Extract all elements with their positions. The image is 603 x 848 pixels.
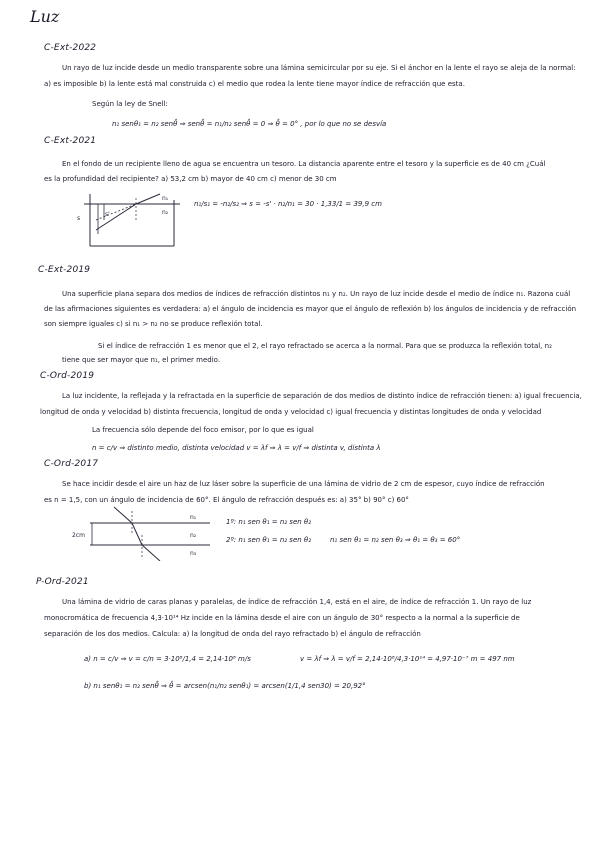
problem-text: En el fondo de un recipiente lleno de agua se encuentra un tesoro. La distancia aparente entre el tesoro y la superficie es de 40 cm ¿Cuál [62,160,546,168]
svg-text:2cm: 2cm [72,532,85,539]
solution-equation: 1º: n₁ sen θ₁ = n₂ sen θ₂ [226,518,311,526]
solution-text: La frecuencia sólo depende del foco emisor, por lo que es igual [92,426,314,434]
svg-text:n₂: n₂ [190,532,197,539]
solution-text: Según la ley de Snell: [92,100,168,108]
problem-text: de las afirmaciones siguientes es verdadera: a) el ángulo de incidencia es mayor que el ángulo de reflexión b) los ángulos de incidencia y de refracción [44,305,577,313]
section-heading: C-Ext-2022 [44,43,97,53]
section-heading: C-Ext-2021 [44,136,97,146]
solution-part-a-wavelength: v = λf ⇒ λ = v/f = 2,14·10⁸/4,3·10¹⁴ = 4,97·10⁻⁷ m = 497 nm [300,655,515,663]
refraction-diagram-container [74,190,184,252]
section-heading: C-Ext-2019 [38,265,91,275]
solution-result: n₁ sen θ₁ = n₂ sen θ₃ ⇒ θ₁ = θ₃ = 60° [330,536,461,544]
problem-text: Un rayo de luz incide desde un medio transparente sobre una lámina semicircular por su eje. Si el ánchor en la lente el rayo se aleja de la normal: [62,64,576,72]
svg-text:n₁: n₁ [162,195,169,202]
section-heading: C-Ord-2017 [44,459,99,469]
solution-part-b: b) n₁ senθ₁ = n₂ senθ̂ ⇒ θ̂ = arcsen(n₁/n₂ senθ₁) = arcsen(1/1,4 sen30) = 20,92° [84,682,366,690]
page-title: Luz [30,7,60,26]
problem-text: Una lámina de vidrio de caras planas y paralelas, de índice de refracción 1,4, está en el aire, de índice de refracción 1. Un rayo de luz [62,598,532,606]
refraction-diagram-slab [70,505,220,561]
solution-text: tiene que ser mayor que n₁, el primer medio. [62,356,221,364]
svg-text:n₃: n₃ [190,550,197,557]
problem-options: a) es imposible b) la lente está mal construida c) el medio que rodea la lente tiene mayor índice de refracción que esta. [44,80,465,88]
solution-equation: 2º: n₁ sen θ₁ = n₂ sen θ₂ [226,536,311,544]
problem-text: Se hace incidir desde el aire un haz de luz láser sobre la superficie de una lámina de vidrio de 2 cm de espesor, cuyo índice de refracción [62,480,545,488]
svg-text:n₁: n₁ [190,514,197,521]
solution-part-a: a) n = c/v ⇒ v = c/n = 3·10⁸/1,4 = 2,14·10⁸ m/s [84,655,251,663]
problem-options: es la profundidad del recipiente? a) 53,2 cm b) mayor de 40 cm c) menor de 30 cm [44,175,337,183]
solution-equation: n₁/s₁ = -n₂/s₂ ⇒ s = -s' · n₂/n₁ = 30 · 1,33/1 = 39,9 cm [194,200,382,208]
svg-text:n₂: n₂ [162,209,169,216]
problem-text: monocromática de frecuencia 4,3·10¹⁴ Hz incide en la lámina desde el aire con un ángulo de 30° respecto a la normal a la superficie de [44,614,520,622]
solution-text: Si el índice de refracción 1 es menor que el 2, el rayo refractado se acerca a la normal. Para que se produzca la reflexión total, n₂ [98,342,552,350]
problem-options: es n = 1,5, con un ángulo de incidencia de 60°. El ángulo de refracción después es: a) 35° b) 90° c) 60° [44,496,409,504]
svg-text:s': s' [105,211,110,218]
problem-text: separación de los dos medios. Calcula: a) la longitud de onda del rayo refractado b) el ángulo de refracción [44,630,421,638]
svg-text:s: s [77,215,81,222]
problem-text: La luz incidente, la reflejada y la refractada en la superficie de separación de dos medios de distinto índice de refracción tienen: a) igual frecuencia, [62,392,582,400]
problem-options: son siempre iguales c) si n₁ > n₂ no se produce reflexión total. [44,320,263,328]
solution-equation: n = c/v ⇒ distinto medio, distinta velocidad v = λf ⇒ λ = v/f ⇒ distinta v, distinta λ [92,444,381,452]
problem-options: longitud de onda y velocidad b) distinta frecuencia, longitud de onda y velocidad c) igual frecuencia y distintas longitudes de onda y velocidad [40,408,542,416]
solution-equation: n₁ senθ₁ = n₂ senθ̂ ⇒ senθ̂ = n₁/n₂ senθ̂ = 0 ⇒ θ̂ = 0° , por lo que no se desvía [112,120,387,128]
problem-text: Una superficie plana separa dos medios de índices de refracción distintos n₁ y n₂. Un rayo de luz incide desde el medio de índice n₁. Razona cuál [62,290,571,298]
section-heading: P-Ord-2021 [36,577,89,587]
section-heading: C-Ord-2019 [40,371,95,381]
